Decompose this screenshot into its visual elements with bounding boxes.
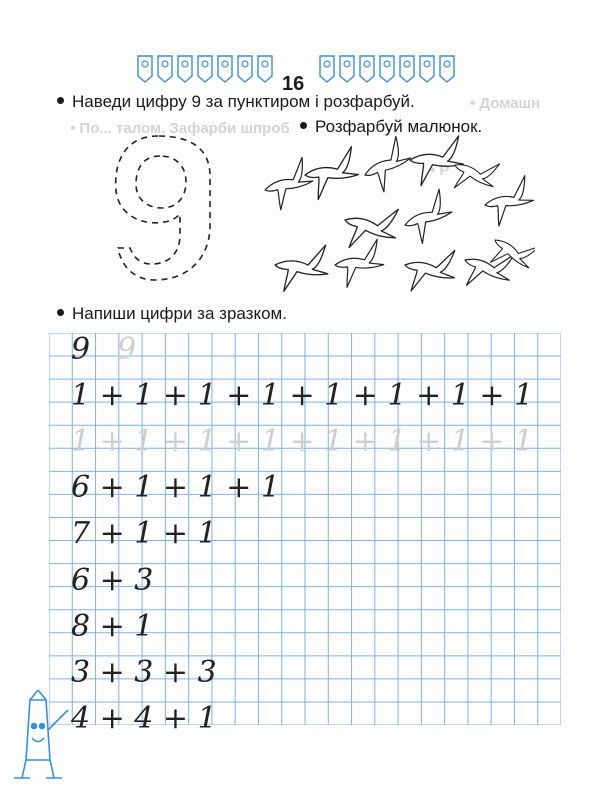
grid-row-sample: 6 + 3	[71, 562, 154, 598]
grid-row-trace[interactable]: 1 + 1 + 1 + 1 + 1 + 1 + 1 + 1	[71, 424, 534, 460]
pencil-icon	[420, 56, 434, 82]
task-trace-and-color	[57, 92, 415, 112]
pencil-mascot-icon	[8, 690, 78, 785]
swallow-icon	[259, 157, 318, 213]
grid-row-sample: 4 + 4 + 1	[71, 700, 217, 736]
pencil-icon	[258, 56, 272, 82]
pencil-icon	[178, 56, 192, 82]
pencil-icon	[238, 56, 252, 82]
pencil-icon	[380, 56, 394, 82]
pencil-face-icon	[242, 61, 248, 67]
pencil-icon	[158, 56, 172, 82]
pencil-face-icon	[344, 61, 350, 67]
page-number: 16	[282, 73, 305, 95]
swallow-icon	[275, 245, 328, 291]
task-write-digits	[57, 304, 287, 324]
swallow-icon	[356, 135, 419, 195]
pencil-icon	[400, 56, 414, 82]
pencil-icon	[198, 56, 212, 82]
bleed-through-text: • Р	[430, 162, 450, 179]
swallow-icon	[397, 188, 458, 246]
pencil-face-icon	[142, 61, 148, 67]
bullet-icon	[57, 309, 64, 316]
pencil-face-icon	[162, 61, 168, 67]
pencil-face-icon	[404, 61, 410, 67]
bleed-through-text: • Домашн	[470, 95, 541, 112]
task-trace-label: Наведи цифру 9 за пунктиром і розфарбуй.	[72, 92, 415, 111]
swallows-illustration[interactable]	[255, 135, 535, 315]
grid-row-sample: 9	[71, 332, 91, 367]
pencil-face-icon	[262, 61, 268, 67]
pencil-face-icon	[424, 61, 430, 67]
task-color-label: Розфарбуй малюнок.	[315, 117, 483, 136]
task-write-label: Напиши цифри за зразком.	[72, 304, 287, 323]
grid-row-sample: 7 + 1 + 1	[71, 516, 217, 552]
grid-row-trace[interactable]: 9	[117, 332, 137, 367]
pencil-icon	[320, 56, 334, 82]
pencil-icon	[440, 56, 454, 82]
bullet-icon	[300, 122, 307, 129]
grid-row-sample: 8 + 1	[71, 608, 154, 644]
grid-row-sample: 6 + 1 + 1 + 1	[71, 470, 280, 506]
grid-text-layer	[49, 332, 561, 736]
bleed-through-text: • По... талом. Зафарби шпроб	[70, 120, 290, 137]
swallow-icon	[332, 239, 387, 289]
grid-row-sample: 3 + 3 + 3	[71, 654, 217, 690]
pencil-icon	[138, 56, 152, 82]
pencil-icon	[218, 56, 232, 82]
dashed-digit-nine[interactable]	[100, 130, 235, 290]
bullet-icon	[57, 97, 64, 104]
pencil-face-icon	[182, 61, 188, 67]
pencil-face-icon	[444, 61, 450, 67]
swallow-icon	[302, 146, 362, 201]
swallow-icon	[340, 201, 400, 256]
swallow-icon	[448, 150, 502, 200]
pencil-face-icon	[364, 61, 370, 67]
task-color-picture	[300, 117, 482, 137]
pencil-icon	[340, 56, 354, 82]
swallow-icon	[403, 246, 457, 294]
grid-row-sample: 1 + 1 + 1 + 1 + 1 + 1 + 1 + 1	[71, 378, 534, 414]
pencil-icon	[360, 56, 374, 82]
swallow-icon	[408, 136, 465, 187]
pencil-face-icon	[384, 61, 390, 67]
pencil-face-icon	[222, 61, 228, 67]
pencil-face-icon	[202, 61, 208, 67]
pencil-face-icon	[324, 61, 330, 67]
